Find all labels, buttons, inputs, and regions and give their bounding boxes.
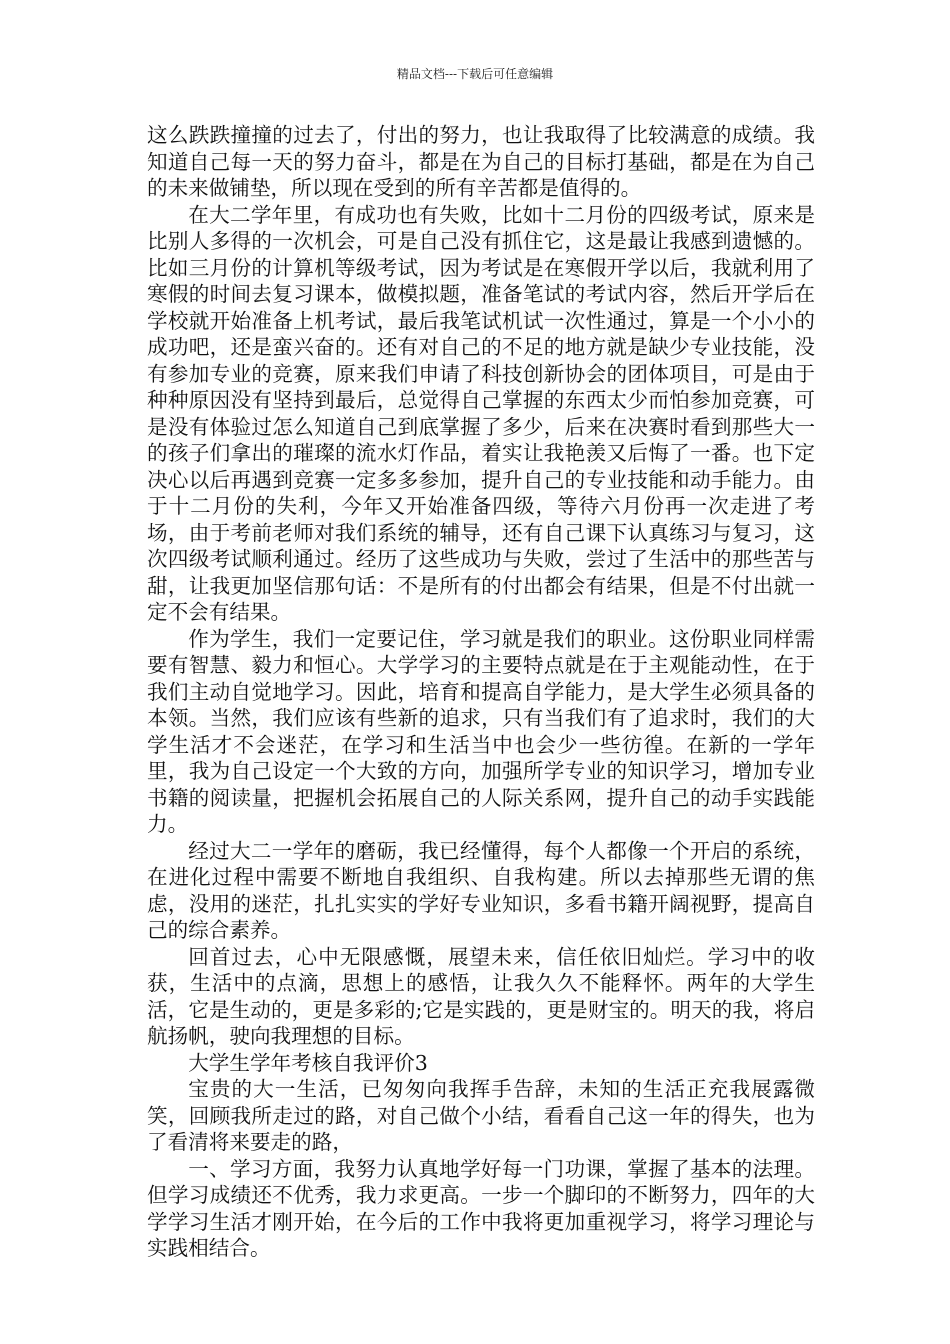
paragraph: 宝贵的大一生活，已匆匆向我挥手告辞，未知的生活正充我展露微笑，回顾我所走过的路，对自己做个小结，看看自己这一年的得失，也为了看清将来要走的路， — [147, 1077, 815, 1154]
paragraph: 回首过去，心中无限感慨，展望未来，信任依旧灿烂。学习中的收获，生活中的点滴，思想上的感悟，让我久久不能释怀。两年的大学生活，它是生动的，更是多彩的;它是实践的，更是财宝的。明天的我，将启航扬帆，驶向我理想的目标。 — [147, 944, 815, 1048]
section-heading: 大学生学年考核自我评价3 — [188, 1050, 428, 1075]
paragraph: 经过大二一学年的磨砺，我已经懂得，每个人都像一个开启的系统，在进化过程中需要不断地自我组织、自我构建。所以去掉那些无谓的焦虑，没用的迷茫，扎扎实实的学好专业知识，多看书籍开阔视野，提高自己的综合素养。 — [147, 838, 815, 942]
document-body — [147, 122, 815, 1262]
paragraph: 在大二学年里，有成功也有失败，比如十二月份的四级考试，原来是比别人多得的一次机会，可是自己没有抓住它，这是最让我感到遗憾的。比如三月份的计算机等级考试，因为考试是在寒假开学以后，我就利用了寒假的时间去复习课本，做模拟题，准备笔试的考试内容，然后开学后在学校就开始准备上机考试，最后我笔试机试一次性通过，算是一个小小的成功吧，还是蛮兴奋的。还有对自己的不足的地方就是缺少专业技能，没有参加专业的竞赛，原来我们申请了科技创新协会的团体项目，可是由于种种原因没有坚持到最后，总觉得自己掌握的东西太少而怕参加竞赛，可是没有体验过怎么知道自己到底掌握了多少，后来在决赛时看到那些大一的孩子们拿出的璀璨的流水灯作品，着实让我艳羡又后悔了一番。也下定决心以后再遇到竞赛一定多多参加，提升自己的专业技能和动手能力。由于十二月份的失利，今年又开始准备四级，等待六月份再一次走进了考场，由于考前老师对我们系统的辅导，还有自己课下认真练习与复习，这次四级考试顺利通过。经历了这些成功与失败，尝过了生活中的那些苦与甜，让我更加坚信那句话：不是所有的付出都会有结果，但是不付出就一定不会有结果。 — [147, 202, 815, 624]
paragraph: 作为学生，我们一定要记住，学习就是我们的职业。这份职业同样需要有智慧、毅力和恒心。大学学习的主要特点就是在于主观能动性，在于我们主动自觉地学习。因此，培育和提高自学能力，是大学生必须具备的本领。当然，我们应该有些新的追求，只有当我们有了追求时，我们的大学生活才不会迷茫，在学习和生活当中也会少一些彷徨。在新的一学年里，我为自己设定一个大致的方向，加强所学专业的知识学习，增加专业书籍的阅读量，把握机会拓展自己的人际关系网，提升自己的动手实践能力。 — [147, 626, 815, 836]
page-header: 精品文档---下载后可任意编辑 — [396, 67, 554, 81]
paragraph-continued: 这么跌跌撞撞的过去了，付出的努力，也让我取得了比较满意的成绩。我知道自己每一天的努力奋斗，都是在为自己的目标打基础，都是在为自己的未来做铺垫，所以现在受到的所有辛苦都是值得的。 — [147, 123, 815, 200]
paragraph: 一、学习方面，我努力认真地学好每一门功课，掌握了基本的法理。但学习成绩还不优秀，我力求更高。一步一个脚印的不断努力，四年的大学学习生活才刚开始，在今后的工作中我将更加重视学习，将学习理论与实践相结合。 — [147, 1156, 815, 1260]
